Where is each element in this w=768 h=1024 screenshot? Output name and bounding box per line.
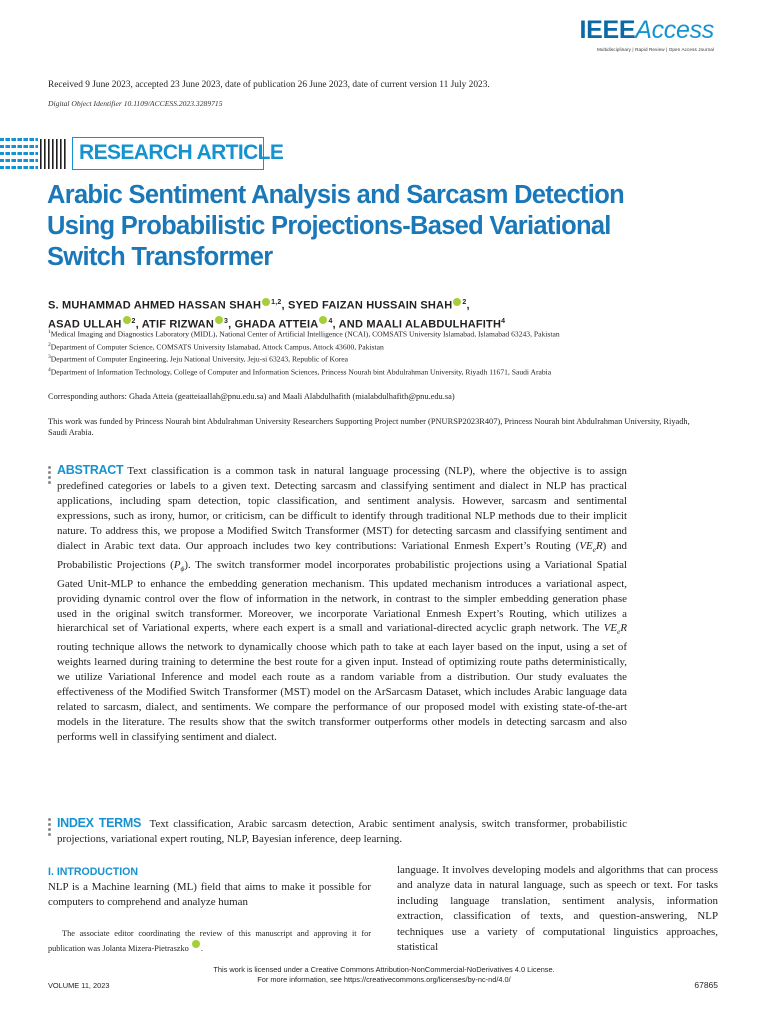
intro-text: language. It involves developing models and algorithms that can process and analyze data in natural language, such as speech or text. For tasks including language translation, sentiment analysis, information extraction, classification of texts, and question-answering, NLP techniques use a variety of computational linguistics approaches, statistical [397, 864, 718, 954]
article-type: RESEARCH ARTICLE [79, 141, 284, 164]
math-ver: $VE_eR$ [603, 622, 627, 637]
abstract-text-1: Text classification is a common task in natural language processing (NLP), where the objective is to assign predefined categories or labels to a given text. Detecting sarcasm and classifying sentiment and dialect in NLP has practical applications, including spam detection, topic classification, and sentiment analysis. However, sarcasm and sentimental expressions, such as irony, humor, or criticism, can be difficult to identify through traditional NLP methods due to their implicit nature. To address this, we propose a Modified Switch Transformer (MST) for detecting sarcasm and classifying sentiment and dialect in Arabic text data. Our approach includes two key contributions: Variational Enmesh Expert’s Routing ( [57, 465, 627, 552]
author-name: S. MUHAMMAD AHMED HASSAN SHAH [48, 299, 262, 312]
index-terms [57, 816, 627, 847]
footnote-end: . [200, 944, 203, 953]
index-terms-label: INDEX TERMS [57, 816, 142, 830]
orcid-icon[interactable] [453, 298, 461, 306]
author-name: ASAD ULLAH [48, 318, 122, 331]
received-dates: Received 9 June 2023, accepted 23 June 2023, date of publication 26 June 2023, date of current version 11 July 2023. [48, 80, 490, 90]
affiliation-text: Department of Information Technology, College of Computer and Information Sciences, Princess Nourah bint Abdulrahman University, Riyadh 11671, Saudi Arabia [50, 367, 552, 377]
affiliation-number: 4 [48, 366, 51, 373]
affiliation-item [48, 327, 698, 340]
doi: Digital Object Identifier 10.1109/ACCESS.2023.3289715 [48, 99, 223, 108]
author-name: , SYED FAIZAN HUSSAIN SHAH [281, 299, 453, 312]
intro-column-right [397, 863, 718, 955]
title-line-3: Switch Transformer [47, 243, 273, 271]
title-line-2: Using Probabilistic Projections-Based Variational [47, 212, 611, 240]
affiliation-text: Medical Imaging and Diagnostics Laboratory (MIDL), National Center of Artificial Intelligence (NCAI), COMSATS University Islamabad, Islamabad 63243, Pakistan [50, 329, 560, 339]
license-line: This work is licensed under a Creative Commons Attribution-NonCommercial-NoDerivatives 4.0 License. [213, 965, 555, 974]
banner-stripes-icon [0, 136, 70, 172]
editor-footnote [48, 928, 371, 955]
orcid-icon[interactable] [319, 316, 327, 324]
abstract-label: ABSTRACT [57, 463, 124, 477]
logo-ieee: IEEE [579, 16, 636, 44]
math-ver: $VE_eR$ [579, 539, 603, 554]
funding-statement: This work was funded by Princess Nourah bint Abdulrahman University Researchers Supporting Project number (PNURSP2023R407), Princess Nourah bint Abdulrahman University, Riyadh, Saudi Arabia. [48, 417, 690, 437]
abstract-dots-icon [48, 466, 51, 486]
abstract [57, 463, 627, 745]
affiliation-number: 1 [48, 329, 51, 335]
index-terms-text: Text classification, Arabic sarcasm detection, Arabic sentiment analysis, switch transformer, probabilistic projections, variational expert routing, NLP, Bayesian inference, deep learning. [57, 818, 627, 845]
author-affil: 2 [131, 317, 136, 325]
volume-label: VOLUME 11, 2023 [48, 981, 110, 990]
affiliation-number: 2 [48, 341, 51, 348]
author-separator: , [466, 299, 470, 312]
abstract-text-4: routing technique allows the network to dynamically choose which path to take at each layer based on the input, using a set of weights learned during training to determine the best route for a given input. Instead of optimizing route paths deterministically, we utilize Variational Inference and model each route as a random variable from a distribution. Our study evaluates the effectiveness of the Modified Switch Transformer (MST) model on the ArSarcasm Dataset, which includes Arabic language data related to sarcasm, dialect, and sentiments. We compare the performance of our proposed model with existing state-of-the-art models in the literature. The results show that the switch transformer outperforms other models in detecting sarcasm and also performs well in classifying sentiment and dialect. [57, 641, 627, 743]
author-affil: 1,2 [271, 299, 282, 306]
orcid-icon[interactable] [123, 316, 131, 324]
title-line-1: Arabic Sentiment Analysis and Sarcasm Detection [47, 181, 624, 209]
orcid-icon[interactable] [192, 940, 200, 948]
intro-text: NLP is a Machine learning (ML) field that aims to make it possible for computers to comprehend and analyze human [48, 881, 371, 908]
section-heading: I. INTRODUCTION [48, 866, 139, 878]
paper-title [47, 180, 727, 273]
index-dots-icon [48, 818, 51, 838]
page-number: 67865 [694, 980, 718, 990]
author-name: , GHADA ATTEIA [228, 318, 319, 331]
affiliations [48, 327, 698, 377]
affiliation-item [48, 365, 698, 378]
logo-tagline: Multidisciplinary | Rapid Review | Open Access Journal [596, 47, 714, 52]
author-affil: 3 [223, 317, 229, 325]
abstract-text-3: ). The switch transformer model incorporates probabilistic projections using a Variational Spatial Gated Unit-MLP to enhance the embedding generation mechanism. This updated mechanism introduces a variational aspect, providing dynamic control over the flow of information in the network, in contrast to the simpler embedding generation phase used in the original switch transformer. Moreover, we incorporate Variational Enmesh Expert’s Routing, which utilizes a hierarchical set of Variational experts, where each expert is a small and variational-directed acyclic graph network. The [57, 558, 627, 635]
math-pphi: $P_\phi$ [173, 558, 185, 573]
license-link[interactable]: For more information, see https://creativecommons.org/licenses/by-nc-nd/4.0/ [257, 974, 511, 984]
intro-column-left [48, 880, 371, 910]
author-name: , ATIF RIZWAN [135, 318, 214, 331]
license-notice [0, 965, 768, 984]
affiliation-item [48, 340, 698, 353]
orcid-icon[interactable] [215, 316, 223, 324]
orcid-icon[interactable] [262, 298, 270, 306]
affiliation-text: Department of Computer Science, COMSATS University Islamabad, Attock Campus, Attock 43600, Pakistan [50, 342, 384, 352]
journal-logo [579, 18, 714, 52]
footnote-text: The associate editor coordinating the review of this manuscript and approving it for publication was Jolanta Mizera-Pietraszko [48, 929, 371, 953]
logo-access: Access [635, 16, 714, 44]
affiliation-text: Department of Computer Engineering, Jeju National University, Jeju-si 63243, Republic of Korea [50, 354, 349, 364]
author-affil: 4 [501, 317, 506, 325]
abstract-text-2: ) and Probabilistic Projections ( [57, 539, 627, 571]
corresponding-authors: Corresponding authors: Ghada Atteia (geatteiaallah@pnu.edu.sa) and Maali Alabdulhafith (mialabdulhafith@pnu.edu.sa) [48, 392, 455, 401]
affiliation-item [48, 352, 698, 365]
author-affil: 4 [328, 317, 333, 325]
author-affil: 2 [462, 299, 467, 306]
affiliation-number: 3 [48, 354, 51, 361]
author-name: , AND MAALI ALABDULHAFITH [332, 318, 502, 331]
